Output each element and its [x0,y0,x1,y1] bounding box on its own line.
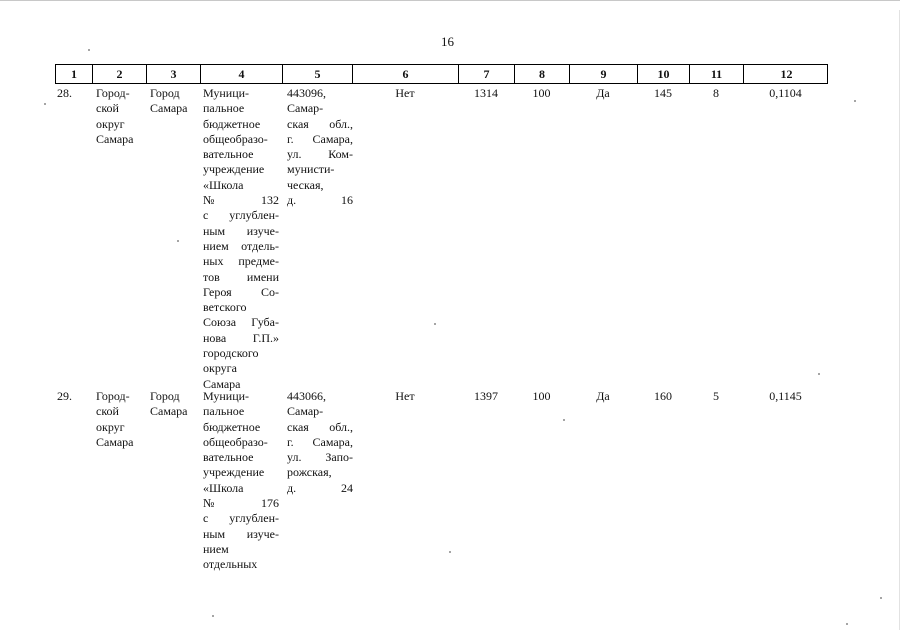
cell-line: «Школа [203,177,244,192]
cell-line: Самара [150,404,188,419]
cell-line: 443096, [287,86,326,100]
cell-line: округ [96,116,125,131]
cell-col12: 0,1145 [769,389,802,403]
cell-no: 28. [57,86,72,100]
scan-speck [434,323,436,325]
cell-col9: Да [596,389,610,403]
cell-line: общеобразо- [203,131,268,146]
cell-line: бюджетное [203,419,261,434]
cell-name [203,389,279,573]
header-cell-1: 1 [56,65,93,83]
cell-line: Самара [150,101,188,116]
cell-line: д. 16 [287,193,353,208]
cell-line: г. Самара, [287,131,353,146]
data-table [55,64,828,572]
scan-speck [88,49,90,51]
header-cell-12: 12 [780,67,793,81]
cell-line: учреждение [203,465,265,480]
cell-line: нием [203,541,229,556]
cell-line: тов имени [203,269,279,284]
cell-line: ской [96,404,119,419]
cell-line: «Школа [203,480,244,495]
header-cell-10: 10 [638,65,690,83]
cell-line: д. 24 [287,480,353,495]
cell-line: округ [96,419,125,434]
cell-line: Самара [96,131,134,146]
cell-line: ным изуче- [203,526,279,541]
cell-col12: 0,1104 [769,86,802,100]
cell-line: 443066, [287,389,326,403]
header-cell-5: 5 [283,65,353,83]
header-cell-8: 8 [515,65,570,83]
cell-address [287,389,353,496]
cell-line: Самар- [287,101,324,116]
cell-col10: 145 [654,86,672,100]
cell-municipality [96,86,144,147]
cell-line: Город [150,86,180,100]
cell-line: ных предме- [203,254,279,269]
header-cell-7: 7 [459,65,515,83]
cell-line: Самара [96,434,134,449]
cell-line: с углублен- [203,511,279,526]
cell-line: городского [203,346,259,361]
scan-edge-top [0,0,900,1]
cell-line: № 132 [203,193,279,208]
cell-line: Муници- [203,86,250,100]
cell-col11: 5 [713,389,719,403]
scan-speck [563,419,565,421]
header-cell-9: 9 [570,65,638,83]
header-cell-2: 2 [93,65,147,83]
cell-line: ул. Ком- [287,147,353,162]
cell-settlement [150,389,198,420]
header-cell-3: 3 [147,65,201,83]
cell-line: рожская, [287,465,332,480]
header-cell-11: 11 [690,65,744,83]
cell-col7: 1397 [474,389,498,403]
cell-line: Самар- [287,404,324,419]
cell-line: ческая, [287,177,324,192]
scan-speck [449,551,451,553]
scan-speck [44,103,46,105]
scan-speck [880,597,882,599]
cell-no: 29. [57,389,72,403]
cell-line: вательное [203,450,254,465]
cell-settlement [150,86,198,117]
cell-line: г. Самара, [287,434,353,449]
header-cell-4: 4 [201,65,283,83]
cell-col8: 100 [532,86,551,100]
cell-address [287,86,353,208]
cell-municipality [96,389,144,450]
cell-line: нова Г.П.» [203,330,279,345]
scan-speck [177,240,179,242]
cell-line: ветского [203,300,247,315]
cell-line: Муници- [203,389,250,403]
scan-speck [212,615,214,617]
cell-col11: 8 [713,86,719,100]
scan-speck [846,623,848,625]
cell-line: с углублен- [203,208,279,223]
cell-name [203,86,279,392]
cell-line: ская обл., [287,419,353,434]
table-row [55,389,828,579]
cell-line: ным изуче- [203,223,279,238]
cell-line: ул. Запо- [287,450,353,465]
cell-col8: 100 [532,389,551,403]
cell-line: учреждение [203,162,265,177]
cell-line: нием отдель- [203,238,279,253]
cell-line: мунисти- [287,162,335,177]
cell-col9: Да [596,86,610,100]
table-row [55,86,828,391]
cell-line: ская обл., [287,116,353,131]
cell-line: пальное [203,404,245,419]
cell-line: пальное [203,101,245,116]
cell-line: отдельных [203,557,258,572]
cell-line: № 176 [203,496,279,511]
cell-line: Союза Губа- [203,315,279,330]
cell-col7: 1314 [474,86,498,100]
cell-line: бюджетное [203,116,261,131]
cell-line: Город [150,389,180,403]
header-cell-6: 6 [353,65,459,83]
cell-line: округа [203,361,237,376]
page-number: 16 [441,34,454,49]
table-header-row [55,64,828,84]
cell-line: Героя Со- [203,284,279,299]
cell-col6: Нет [395,86,415,100]
scan-speck [818,373,820,375]
cell-line: общеобразо- [203,434,268,449]
cell-col6: Нет [395,389,415,403]
cell-line: Самара [203,376,241,391]
scan-speck [854,100,856,102]
cell-line: ской [96,101,119,116]
cell-col10: 160 [654,389,672,403]
cell-line: Город- [96,389,130,403]
cell-line: Город- [96,86,130,100]
cell-line: вательное [203,147,254,162]
